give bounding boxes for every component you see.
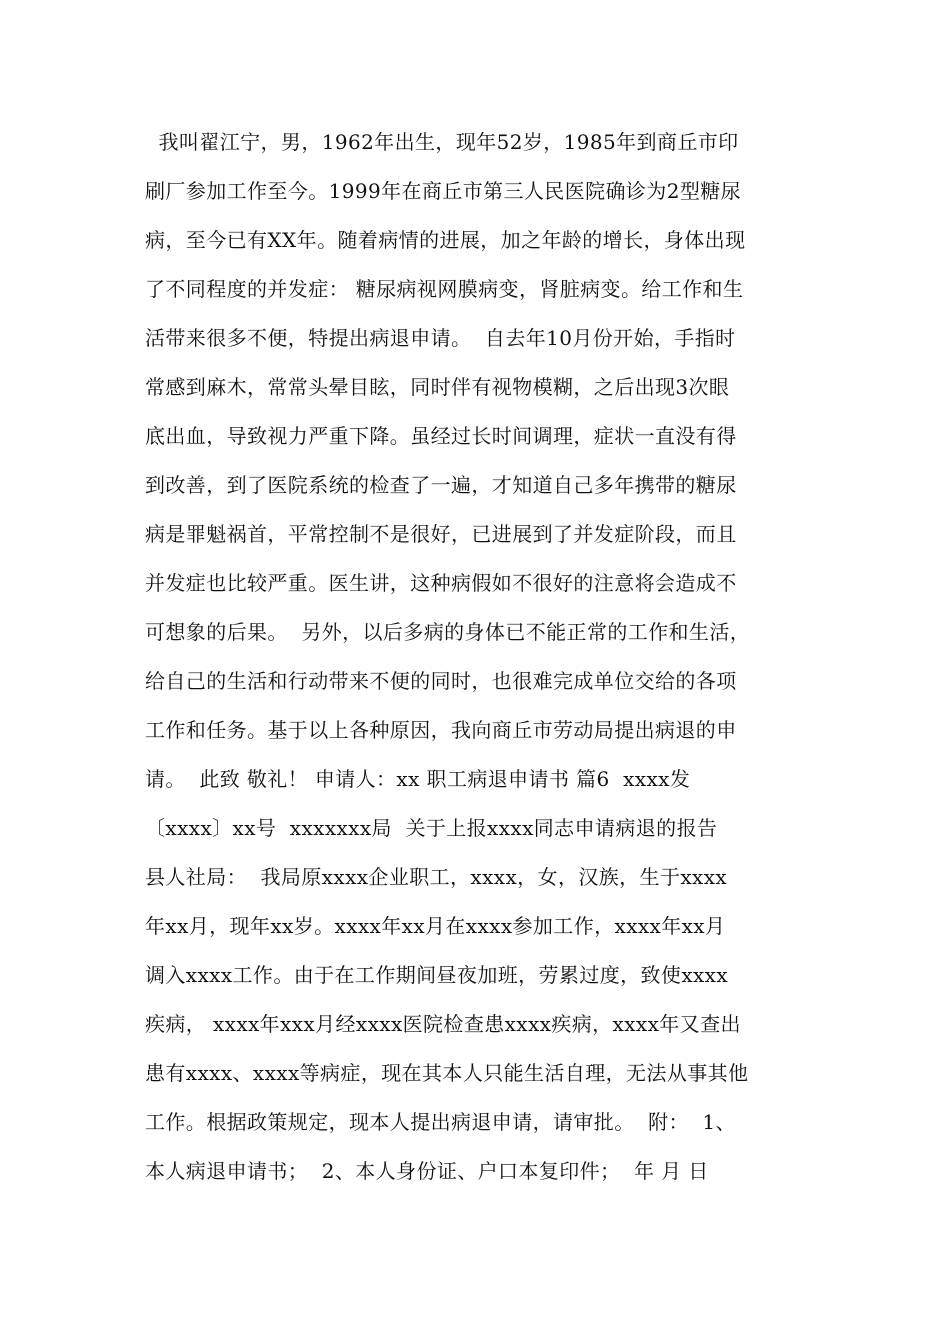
text-line-2: 刷厂参加工作至今。1999年在商丘市第三人民医院确诊为2型糖尿 bbox=[145, 179, 742, 203]
text-line-11: 可想象的后果。 另外，以后多病的身体已不能正常的工作和生活， bbox=[145, 620, 751, 644]
text-line-17: 年xx月，现年xx岁。xxxx年xx月在xxxx参加工作，xxxx年xx月 bbox=[145, 914, 726, 938]
text-line-15: 〔xxxx〕xx号 xxxxxxx局 关于上报xxxx同志申请病退的报告 bbox=[145, 816, 718, 840]
text-line-14: 请。 此致 敬礼！ 申请人：xx 职工病退申请书 篇6 xxxx发 bbox=[145, 767, 691, 791]
text-line-20: 患有xxxx、xxxx等病症，现在其本人只能生活自理，无法从事其他 bbox=[145, 1061, 749, 1085]
text-line-8: 到改善，到了医院系统的检查了一遍，才知道自己多年携带的糖尿 bbox=[145, 473, 737, 497]
text-line-9: 病是罪魁祸首，平常控制不是很好，已进展到了并发症阶段，而且 bbox=[145, 522, 737, 546]
text-line-7: 底出血，导致视力严重下降。虽经过长时间调理，症状一直没有得 bbox=[145, 424, 737, 448]
text-line-21: 工作。根据政策规定，现本人提出病退申请，请审批。 附： 1、 bbox=[145, 1110, 736, 1134]
text-line-16: 县人社局： 我局原xxxx企业职工，xxxx，女，汉族，生于xxxx bbox=[145, 865, 728, 889]
text-line-6: 常感到麻木，常常头晕目眩，同时伴有视物模糊，之后出现3次眼 bbox=[145, 375, 730, 399]
text-line-10: 并发症也比较严重。医生讲，这种病假如不很好的注意将会造成不 bbox=[145, 571, 737, 595]
text-line-5: 活带来很多不便，特提出病退申请。 自去年10月份开始，手指时 bbox=[145, 326, 736, 350]
text-line-13: 工作和任务。基于以上各种原因，我向商丘市劳动局提出病退的申 bbox=[145, 718, 737, 742]
text-line-19: 疾病， xxxx年xxx月经xxxx医院检查患xxxx疾病，xxxx年又查出 bbox=[145, 1012, 741, 1036]
text-line-22: 本人病退申请书； 2、本人身份证、户口本复印件； 年 月 日 bbox=[145, 1159, 709, 1183]
text-line-12: 给自己的生活和行动带来不便的同时，也很难完成单位交给的各项 bbox=[145, 669, 737, 693]
text-line-18: 调入xxxx工作。由于在工作期间昼夜加班，劳累过度，致使xxxx bbox=[145, 963, 729, 987]
text-line-4: 了不同程度的并发症： 糖尿病视网膜病变，肾脏病变。给工作和生 bbox=[145, 277, 744, 301]
text-line-3: 病，至今已有XX年。随着病情的进展，加之年龄的增长，身体出现 bbox=[145, 228, 746, 252]
text-line-1: 我叫翟江宁，男，1962年出生，现年52岁，1985年到商丘市印 bbox=[145, 130, 739, 154]
